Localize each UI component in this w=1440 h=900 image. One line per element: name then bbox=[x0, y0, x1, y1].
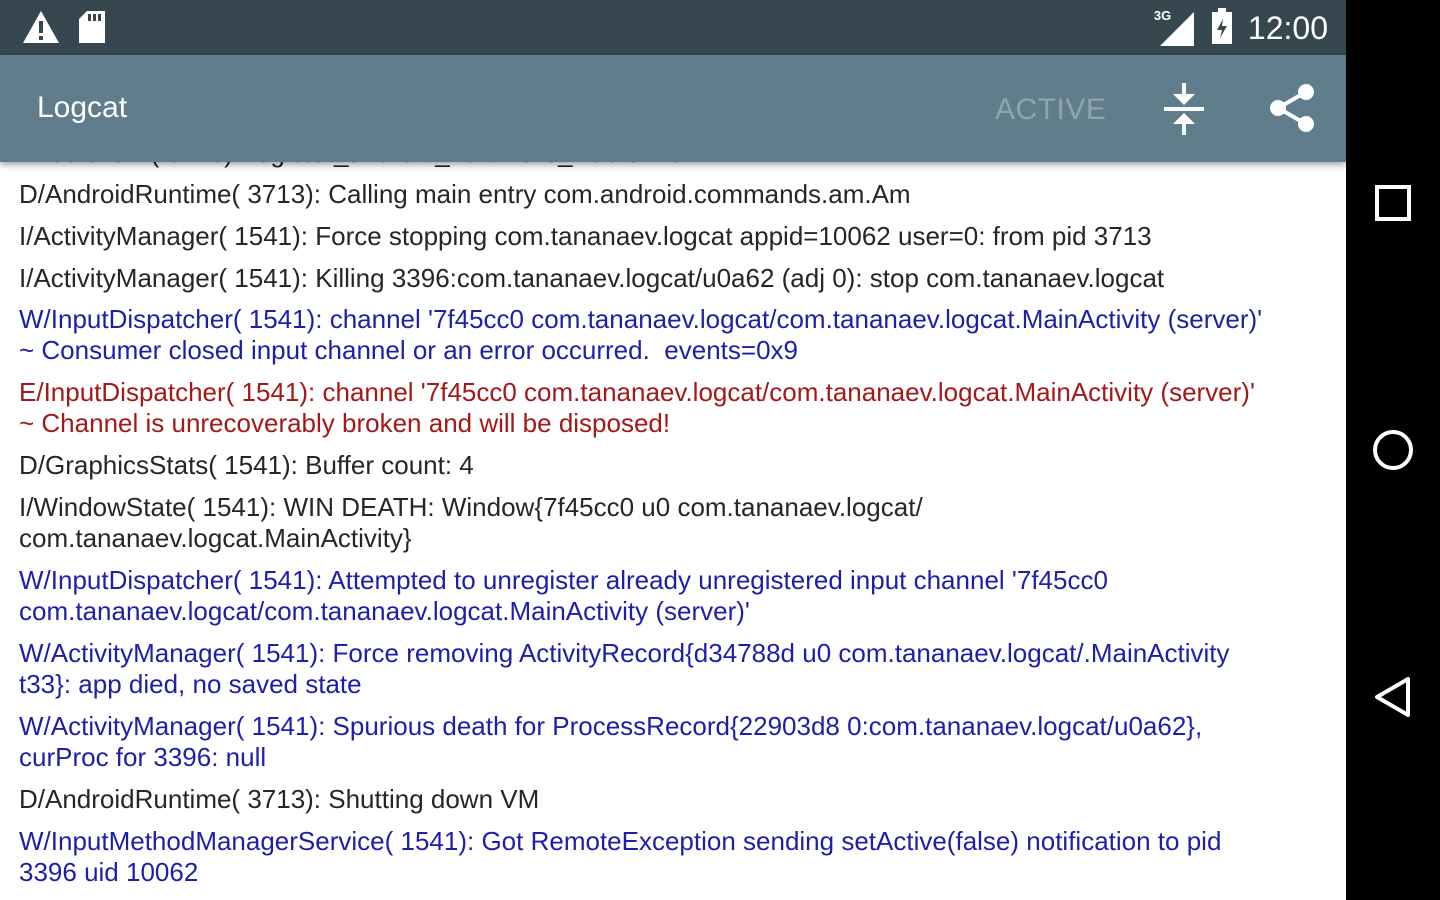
app-title: Logcat bbox=[37, 91, 128, 124]
status-right-icons bbox=[1154, 6, 1328, 50]
log-line: E/InputDispatcher( 1541): channel '7f45cc0 com.tananaev.logcat/com.tananaev.logcat.MainActivity (server)' ~ Channel is unrecoverably broken and will be disposed! bbox=[19, 377, 1255, 438]
log-line: D/GraphicsStats( 1541): Buffer count: 4 bbox=[19, 450, 474, 480]
vertical-align-center-icon[interactable] bbox=[1162, 81, 1206, 137]
log-line: W/InputMethodManagerService( 1541): Got RemoteException sending setActive(false) notification to pid 3396 uid 10062 bbox=[19, 826, 1222, 887]
log-line: W/InputDispatcher( 1541): Attempted to unregister already unregistered input channel '7f45cc0 com.tananaev.logcat/com.tananaev.logcat.MainActivity (server)' bbox=[19, 565, 1108, 626]
log-line: D/AndroidRuntime( 3713): Shutting down VM bbox=[19, 784, 540, 814]
warning-icon bbox=[22, 10, 60, 49]
log-line: I/ActivityManager( 1541): Force stopping com.tananaev.logcat appid=10062 user=0: from pid 3713 bbox=[19, 221, 1152, 251]
home-icon[interactable] bbox=[1368, 425, 1418, 475]
app-bar bbox=[0, 55, 1346, 162]
signal-icon bbox=[1154, 8, 1196, 48]
log-line: I/WindowState( 1541): WIN DEATH: Window{7f45cc0 u0 com.tananaev.logcat/ com.tananaev.logcat.MainActivity} bbox=[19, 492, 923, 553]
recents-icon[interactable] bbox=[1368, 178, 1418, 228]
log-list[interactable] bbox=[0, 140, 1346, 900]
status-left-icons bbox=[22, 10, 106, 49]
battery-icon bbox=[1210, 7, 1234, 50]
log-line: W/InputDispatcher( 1541): channel '7f45cc0 com.tananaev.logcat/com.tananaev.logcat.MainActivity (server)' ~ Consumer closed input channel or an error occurred. events=0x9 bbox=[19, 304, 1263, 365]
share-icon[interactable] bbox=[1268, 83, 1316, 133]
sd-card-icon bbox=[78, 10, 106, 49]
status-bar bbox=[0, 0, 1346, 55]
log-line: I/ActivityManager( 1541): Killing 3396:com.tananaev.logcat/u0a62 (adj 0): stop com.tananaev.logcat bbox=[19, 263, 1165, 293]
active-button[interactable]: ACTIVE bbox=[995, 93, 1107, 126]
log-line: D/AndroidRuntime( 3713): Calling main entry com.android.commands.am.Am bbox=[19, 179, 911, 209]
navigation-bar bbox=[1346, 0, 1440, 900]
network-type: 3G bbox=[1153, 8, 1172, 23]
log-line: W/ActivityManager( 1541): Force removing ActivityRecord{d34788d u0 com.tananaev.logcat/.MainActivity t33}: app died, no saved state bbox=[19, 638, 1230, 699]
log-line: W/ActivityManager( 1541): Spurious death for ProcessRecord{22903d8 0:com.tananaev.logcat/u0a62}, curProc for 3396: null bbox=[19, 711, 1203, 772]
clock: 12:00 bbox=[1247, 9, 1328, 46]
back-icon[interactable] bbox=[1368, 672, 1418, 722]
